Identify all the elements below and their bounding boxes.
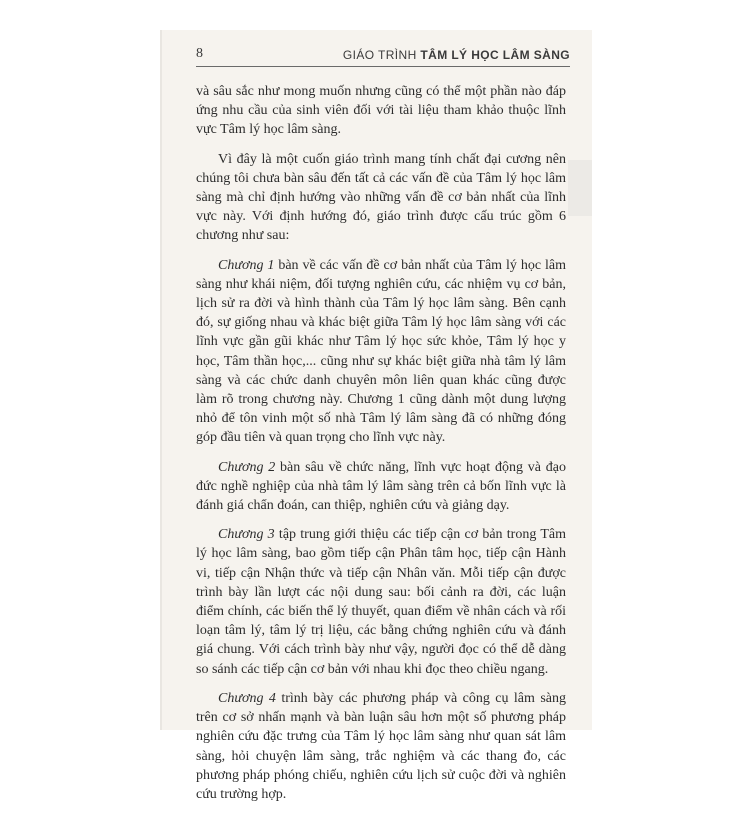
paragraph-chapter-3	[196, 525, 566, 679]
paragraph-text: tập trung giới thiệu các tiếp cận cơ bản trong Tâm lý học lâm sàng, bao gồm tiếp cận Phân tâm học, tiếp cận Hành vi, tiếp cận Nhận thức và tiếp cận Nhân văn. Mỗi tiếp cận được trình bày lần lượt các nội dung sau: bối cảnh ra đời, các luận điểm chính, các biến thể lý thuyết, quan điểm về nhân cách và rối loạn tâm lý, tâm lý trị liệu, các bằng chứng nghiên cứu và đánh giá chung. Với cách trình bày như vậy, người đọc có thể dễ dàng so sánh các tiếp cận cơ bản với nhau khi đọc theo chiều ngang.	[196, 527, 566, 677]
paragraph-intro	[196, 150, 566, 246]
book-title-main: TÂM LÝ HỌC LÂM SÀNG	[420, 48, 570, 62]
chapter-lead: Chương 2	[218, 459, 276, 475]
paragraph-text: Vì đây là một cuốn giáo trình mang tính chất đại cương nên chúng tôi chưa bàn sâu đến tất cả các vấn đề của Tâm lý học lâm sàng mà chỉ định hướng vào những vấn đề cơ bản nhất của lĩnh vực này. Với định hướng đó, giáo trình được cấu trúc gồm 6 chương như sau:	[196, 151, 566, 244]
chapter-lead: Chương 1	[218, 257, 275, 273]
paragraph-text: bàn sâu về chức năng, lĩnh vực hoạt động và đạo đức nghề nghiệp của nhà tâm lý lâm sàng trên cả bốn lĩnh vực là đánh giá chẩn đoán, can thiệp, nghiên cứu và giảng dạy.	[196, 459, 566, 514]
page-edge-shade	[568, 160, 592, 216]
paragraph-text: trình bày các phương pháp và công cụ lâm sàng trên cơ sở nhấn mạnh và bàn luận sâu hơn một số phương pháp nghiên cứu đặc trưng của Tâm lý học lâm sàng như quan sát lâm sàng, hỏi chuyện lâm sàng, trắc nghiệm và các thang đo, các phương pháp phóng chiếu, nghiên cứu lịch sử cuộc đời và nghiên cứu trường hợp.	[196, 690, 566, 802]
chapter-lead: Chương 4	[218, 690, 276, 706]
header-rule	[196, 66, 570, 67]
book-title-prefix: GIÁO TRÌNH	[342, 48, 417, 62]
paragraph-chapter-2	[196, 458, 566, 516]
paragraph-chapter-4	[196, 689, 566, 804]
book-page	[160, 30, 592, 802]
paragraph-text: và sâu sắc như mong muốn nhưng cũng có thể một phần nào đáp ứng nhu cầu của sinh viên đối với tài liệu tham khảo thuộc lĩnh vực Tâm lý học lâm sàng.	[196, 84, 566, 138]
running-header	[196, 40, 570, 62]
paragraph-continuation	[196, 82, 566, 140]
body-text	[196, 82, 566, 814]
book-title	[343, 48, 570, 62]
paragraph-chapter-1	[196, 256, 566, 448]
chapter-lead: Chương 3	[218, 527, 275, 543]
page-number: 8	[196, 46, 204, 61]
paragraph-text: bàn về các vấn đề cơ bản nhất của Tâm lý học lâm sàng như khái niệm, đối tượng nghiên cứu, các nhiệm vụ cơ bản, lịch sử ra đời và hình thành của Tâm lý học lâm sàng. Bên cạnh đó, sự giống nhau và khác biệt giữa Tâm lý học lâm sàng với các lĩnh vực gần gũi khác như Tâm lý học sức khỏe, Tâm lý học y học, Tâm thần học,... cũng như sự khác biệt giữa nhà tâm lý lâm sàng và các chức danh chuyên môn liên quan khác cũng được làm rõ trong chương này. Chương 1 cũng dành một dung lượng nhỏ để tôn vinh một số nhà Tâm lý lâm sàng đã có những đóng góp đầu tiên và quan trọng cho lĩnh vực này.	[196, 257, 566, 446]
